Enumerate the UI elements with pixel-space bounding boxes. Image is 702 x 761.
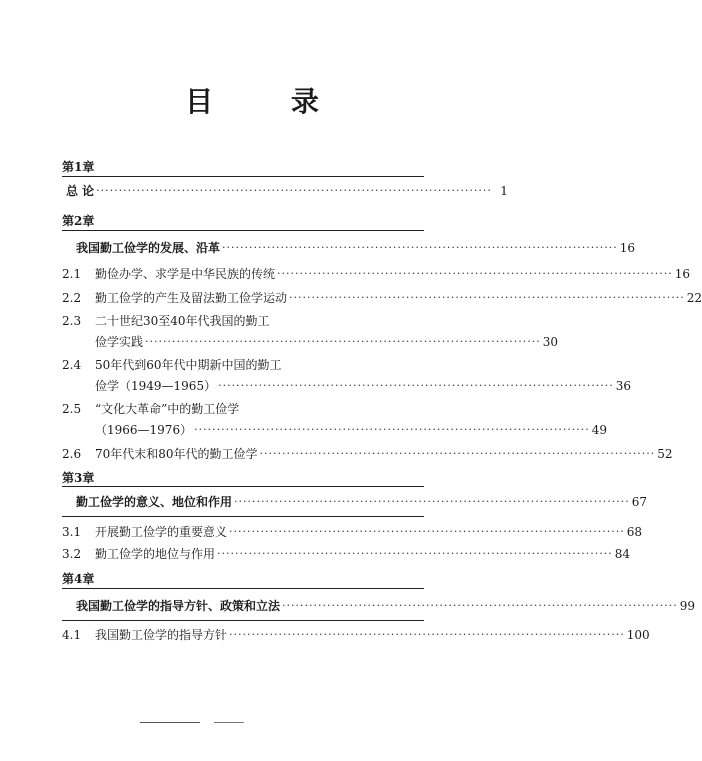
section-number: 3.1 [62, 525, 82, 539]
section-number: 4.1 [62, 628, 82, 642]
section-2-3-line-1 [62, 313, 428, 329]
section-title-continued: （1966—1976） [95, 423, 193, 437]
chapter-4-divider [62, 620, 424, 621]
chapter-1-heading-text: 总 论 [66, 184, 95, 198]
page-number: 99 [679, 599, 695, 613]
section-title: 70年代末和80年代的勤工俭学 [95, 447, 258, 461]
chapter-1-rule [62, 176, 424, 177]
page-number: 52 [657, 447, 673, 461]
section-number: 3.2 [62, 547, 82, 561]
section-3-2 [62, 546, 630, 562]
scan-mark [140, 722, 200, 723]
leader-dots: ························································································ [259, 447, 656, 460]
page-number: 67 [631, 495, 647, 509]
section-title-continued: 俭学（1949—1965） [95, 379, 217, 393]
leader-dots: ························································································ [229, 628, 625, 641]
leader-dots: ························································································ [277, 267, 673, 280]
section-title: 50年代到60年代中期新中国的勤工 [95, 358, 282, 372]
section-2-5-line-1 [62, 401, 428, 417]
chapter-3-divider [62, 516, 424, 517]
leader-dots: ························································································ [96, 184, 492, 197]
section-title-continued: 俭学实践 [95, 335, 144, 349]
chapter-1-heading [66, 183, 508, 199]
chapter-4-heading-text: 我国勤工俭学的指导方针、政策和立法 [76, 599, 281, 613]
page-number: 30 [542, 335, 558, 349]
chapter-4-rule [62, 588, 424, 589]
page-title: 目 录 [185, 85, 353, 118]
section-number: 2.5 [62, 402, 82, 416]
leader-dots: ························································································ [289, 291, 685, 304]
leader-dots: ························································································ [222, 241, 618, 254]
section-title: 开展勤工俭学的重要意义 [95, 525, 228, 539]
section-2-6 [62, 446, 673, 462]
chapter-2-rule [62, 230, 424, 231]
page-number: 16 [619, 241, 635, 255]
chapter-2-heading-text: 我国勤工俭学的发展、沿革 [76, 241, 221, 255]
chapter-3-heading [76, 494, 647, 510]
leader-dots: ························································································ [229, 525, 625, 538]
section-number: 2.1 [62, 267, 82, 281]
chapter-4-label: 第4章 [62, 572, 95, 586]
chapter-2-heading [76, 240, 635, 256]
page-number: 49 [591, 423, 608, 437]
leader-dots: ························································································ [217, 547, 613, 560]
section-2-4-line-1 [62, 357, 428, 373]
scan-mark [214, 722, 244, 723]
section-title: “文化大革命”中的勤工俭学 [95, 402, 240, 416]
chapter-2-label: 第2章 [62, 214, 95, 228]
leader-dots: ························································································ [218, 379, 614, 392]
section-title: 勤俭办学、求学是中华民族的传统 [95, 267, 276, 281]
page-number: 68 [626, 525, 642, 539]
page-number: 1 [500, 184, 508, 198]
section-4-1 [62, 627, 650, 643]
section-2-4-line-2 [62, 378, 632, 394]
leader-dots: ························································································ [282, 599, 678, 612]
leader-dots: ························································································ [234, 495, 630, 508]
page-number: 100 [626, 628, 650, 642]
chapter-1-label: 第1章 [62, 160, 95, 174]
section-title: 勤工俭学的产生及留法勤工俭学运动 [95, 291, 288, 305]
section-title: 我国勤工俭学的指导方针 [95, 628, 228, 642]
section-number: 2.3 [62, 314, 82, 328]
section-number: 2.2 [62, 291, 82, 305]
chapter-4-heading [76, 598, 695, 614]
page-number: 22 [686, 291, 702, 305]
section-2-3-line-2 [62, 334, 558, 350]
leader-dots: ························································································ [194, 423, 590, 436]
page-number: 84 [614, 547, 630, 561]
section-2-1 [62, 266, 690, 282]
chapter-3-heading-text: 勤工俭学的意义、地位和作用 [76, 495, 233, 509]
page-number: 36 [615, 379, 632, 393]
leader-dots: ························································································ [145, 335, 541, 348]
chapter-3-rule [62, 486, 424, 487]
section-title: 二十世纪30至40年代我国的勤工 [95, 314, 270, 328]
section-2-2 [62, 290, 702, 306]
section-number: 2.6 [62, 447, 82, 461]
page-number: 16 [674, 267, 690, 281]
chapter-3-label: 第3章 [62, 471, 95, 485]
section-3-1 [62, 524, 642, 540]
section-title: 勤工俭学的地位与作用 [95, 547, 216, 561]
section-2-5-line-2 [62, 422, 608, 438]
section-number: 2.4 [62, 358, 82, 372]
